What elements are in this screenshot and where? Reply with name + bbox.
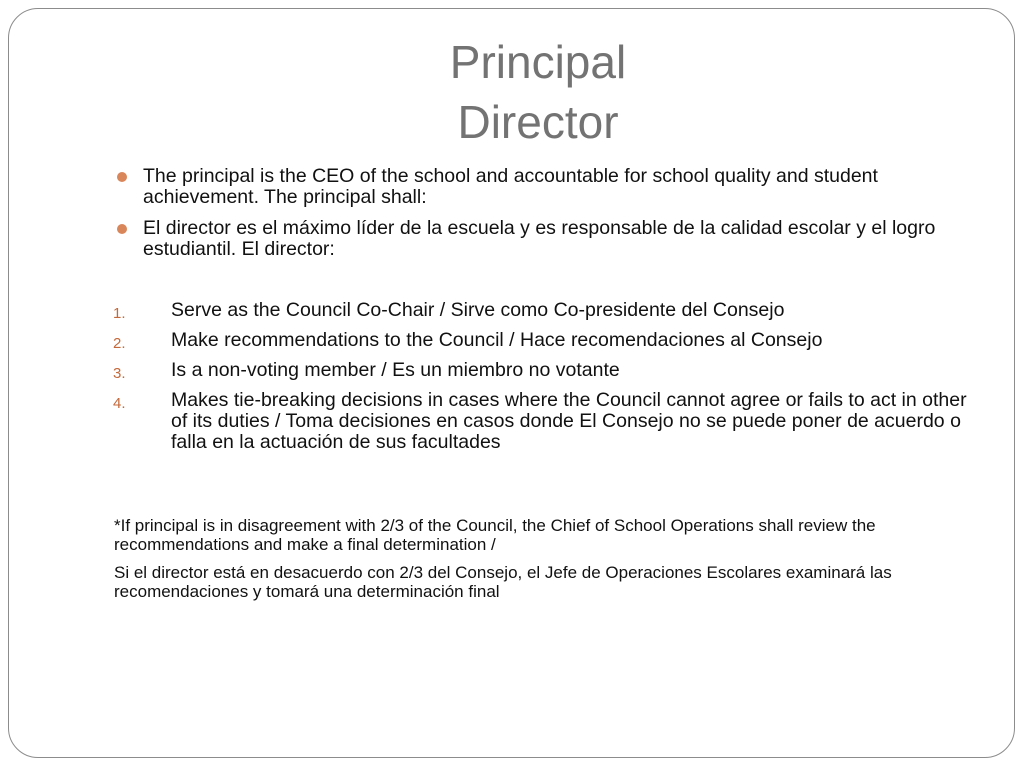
bullet-list	[114, 166, 974, 270]
slide-title-line-1: Principal	[449, 36, 627, 88]
item-text: Is a non-voting member / Es un miembro no votante	[171, 359, 620, 381]
footnote-english: *If principal is in disagreement with 2/3 of the Council, the Chief of School Operations shall review the recommendations and make a final determination /	[114, 516, 876, 554]
numbered-item	[113, 360, 973, 381]
item-number: 3.	[113, 365, 126, 382]
slide-title-line-2: Director	[457, 96, 619, 148]
item-number: 4.	[113, 395, 126, 412]
item-number: 2.	[113, 335, 126, 352]
item-text: Serve as the Council Co-Chair / Sirve como Co-presidente del Consejo	[171, 299, 785, 321]
item-number: 1.	[113, 305, 126, 322]
bullet-item	[114, 218, 974, 260]
bullet-text: The principal is the CEO of the school and accountable for school quality and student achievement. The principal shall:	[143, 165, 878, 208]
numbered-item	[113, 330, 973, 351]
bullet-item	[114, 166, 974, 208]
numbered-list	[113, 300, 973, 462]
numbered-item	[113, 300, 973, 321]
bullet-dot-icon	[117, 224, 127, 234]
item-text: Makes tie-breaking decisions in cases where the Council cannot agree or fails to act in other of its duties / Toma decisiones en casos donde El Consejo no se puede poner de acuerdo o falla en la actuación de sus facultades	[171, 389, 967, 453]
bullet-dot-icon	[117, 172, 127, 182]
numbered-item	[113, 390, 973, 453]
bullet-text: El director es el máximo líder de la escuela y es responsable de la calidad escolar y el logro estudiantil. El director:	[143, 217, 936, 260]
footnote-spanish: Si el director está en desacuerdo con 2/3 del Consejo, el Jefe de Operaciones Escolares examinará las recomendaciones y tomará una determinación final	[114, 563, 892, 601]
item-text: Make recommendations to the Council / Hace recomendaciones al Consejo	[171, 329, 823, 351]
